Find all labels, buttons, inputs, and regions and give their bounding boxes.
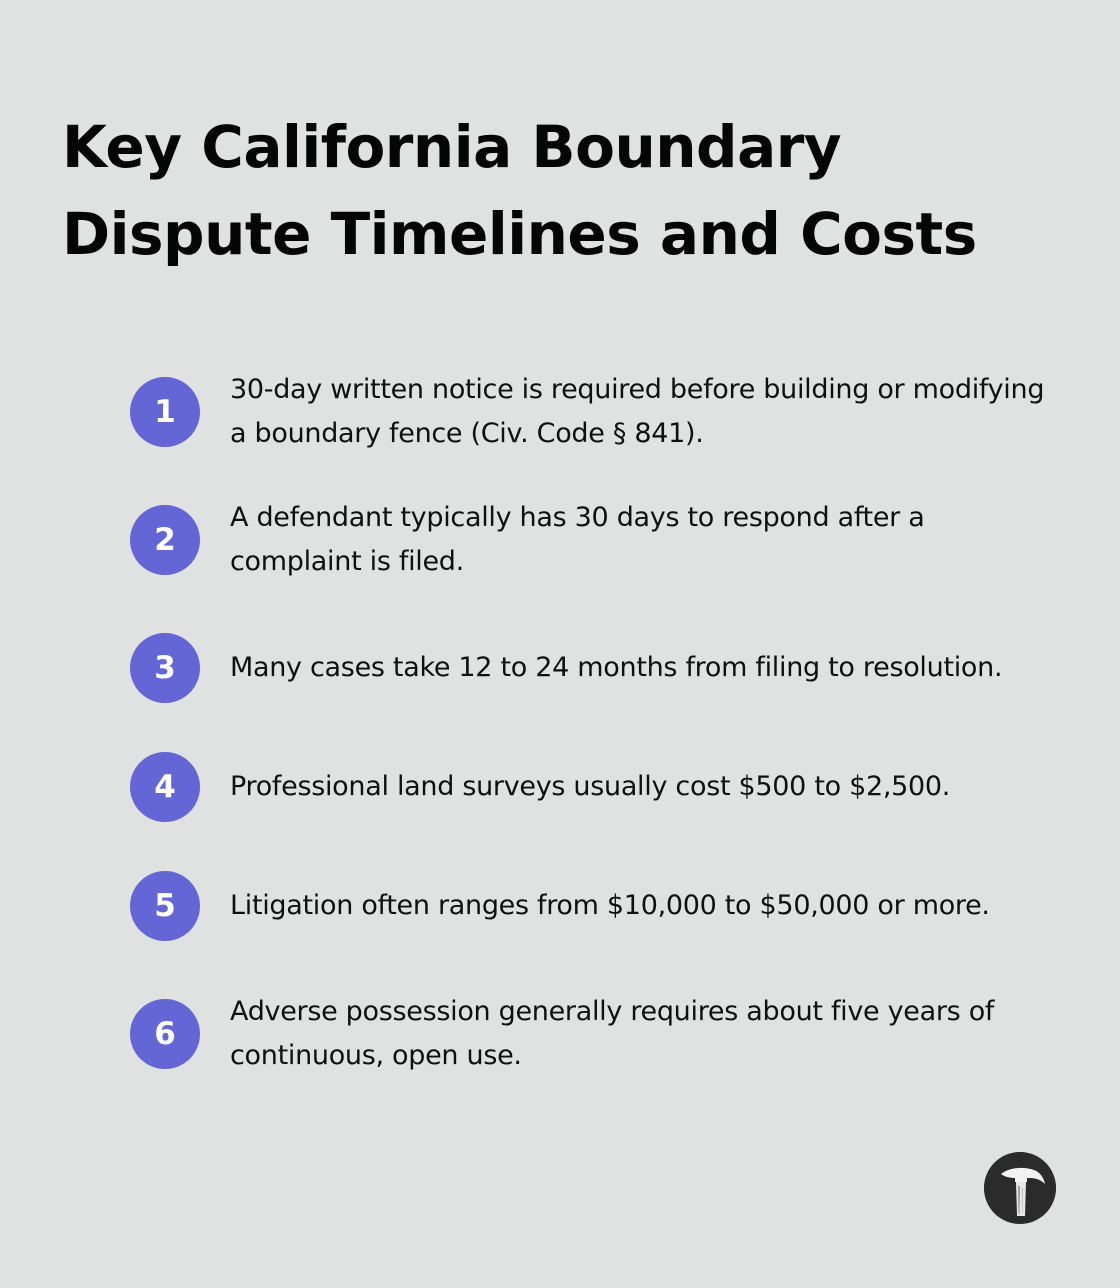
list-item [130, 368, 1070, 456]
brand-logo [984, 1152, 1056, 1224]
list-item [130, 496, 1070, 584]
list-item [130, 752, 1070, 822]
list-item [130, 862, 1070, 950]
list-item-text: Adverse possession generally requires about five years of continuous, open use. [230, 996, 995, 1071]
step-number-badge: 4 [130, 752, 200, 822]
step-number-badge: 6 [130, 999, 200, 1069]
step-number-badge: 5 [130, 871, 200, 941]
list-item-text: Litigation often ranges from $10,000 to $50,000 or more. [230, 890, 990, 921]
list-item [130, 990, 1070, 1078]
list-item-text: Many cases take 12 to 24 months from filing to resolution. [230, 652, 1003, 683]
step-number-badge: 1 [130, 377, 200, 447]
hammer-icon [984, 1152, 1056, 1224]
list-item-text: 30-day written notice is required before building or modifying a boundary fence (Civ. Code § 841). [230, 374, 1045, 449]
list-item [130, 624, 1070, 712]
step-number-badge: 2 [130, 505, 200, 575]
page-title-line-1: Key California Boundary [62, 113, 842, 181]
step-number-badge: 3 [130, 633, 200, 703]
list-item-text: Professional land surveys usually cost $500 to $2,500. [230, 771, 951, 802]
page-title-line-2: Dispute Timelines and Costs [62, 200, 977, 268]
list-item-text: A defendant typically has 30 days to respond after a complaint is filed. [230, 502, 925, 577]
